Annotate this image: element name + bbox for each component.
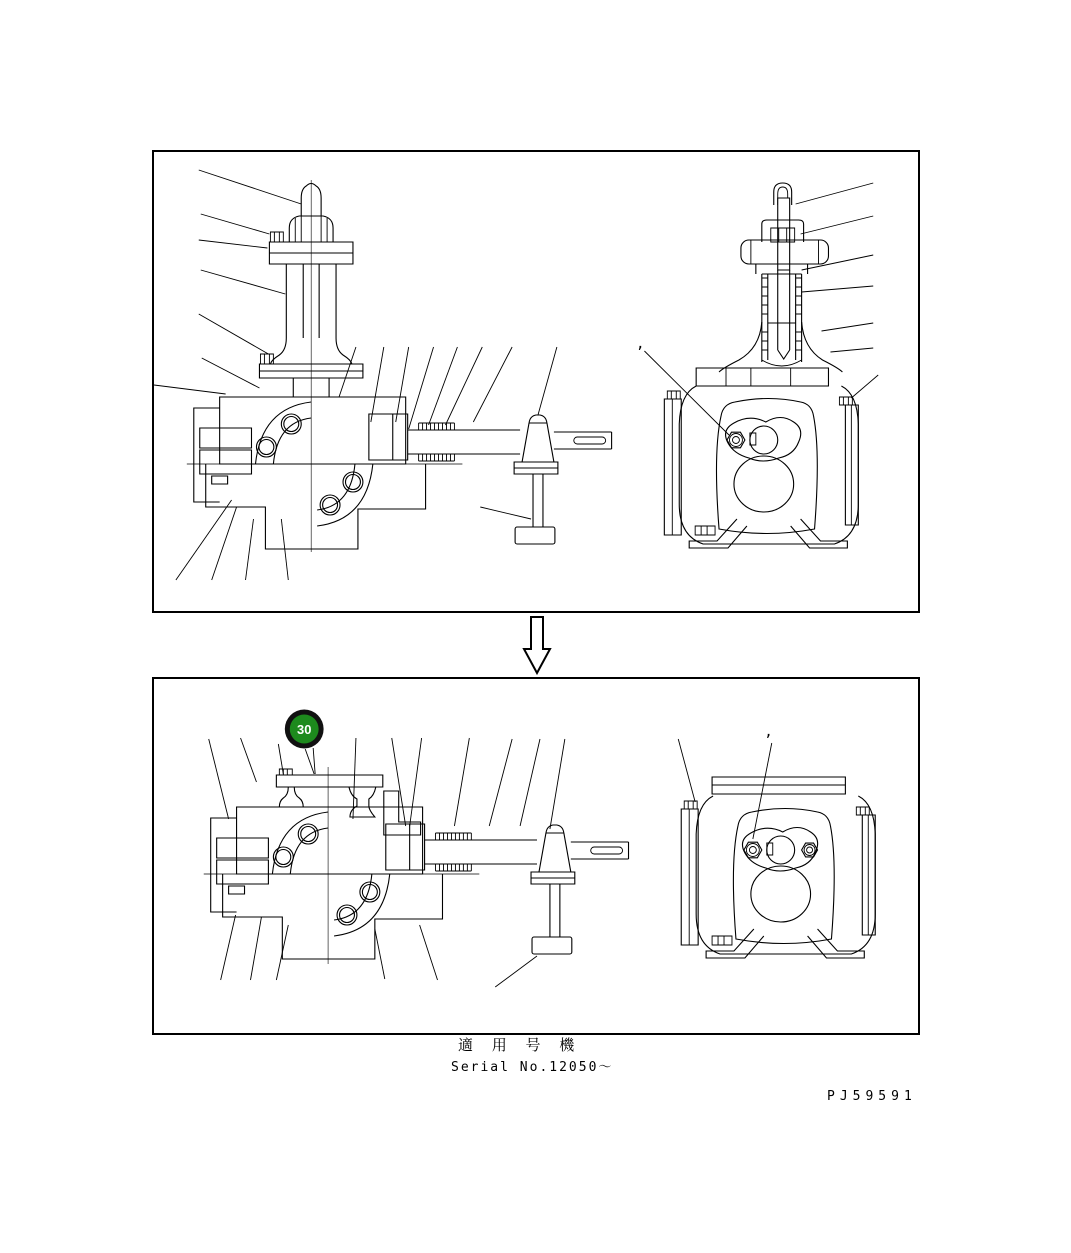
pump-body-side-view [204, 807, 629, 959]
tappet-leader-line [495, 956, 537, 987]
applicable-model-caption: 適 用 号 機 [458, 1036, 582, 1054]
leader-lines-top-fan [209, 738, 565, 829]
upper-diagram-panel [152, 150, 920, 613]
delivery-valve-assembly [696, 183, 842, 386]
comma-mark: , [637, 331, 643, 353]
serial-number-caption: Serial No.12050～ [451, 1060, 614, 1075]
leader-lines-top-fan [339, 347, 557, 429]
lower-diagram-panel [152, 677, 920, 1035]
pump-side-section-view [154, 170, 612, 580]
pump-front-section-view [637, 183, 878, 548]
leader-lines-bottom [221, 915, 438, 980]
document-number: PJ59591 [827, 1089, 917, 1104]
pump-body-front-view [681, 796, 875, 958]
plunger-assembly [259, 180, 362, 552]
balloon-number: 30 [297, 721, 312, 738]
right-mounting-nut [802, 843, 818, 857]
leader-lines-right-fan [796, 183, 879, 398]
lower-panel-drawing [154, 679, 918, 1033]
comma-mark: , [765, 719, 772, 741]
top-cover-plate [712, 777, 845, 794]
pump-body-front-view [664, 386, 858, 548]
step-down-arrow [515, 613, 559, 679]
down-arrow-icon [524, 617, 550, 673]
pump-front-view-assembled [678, 720, 875, 958]
cover-plate [276, 767, 420, 964]
balloon-leader-line [305, 749, 314, 774]
tappet-leader-line [480, 507, 531, 519]
nut-leader-line [753, 743, 772, 839]
upper-panel-drawing [154, 152, 918, 611]
flange-bolt-leader-line [678, 739, 695, 802]
pump-body-side-view [187, 397, 612, 549]
part-balloon-30[interactable] [285, 710, 324, 775]
nut-leader-line [644, 351, 729, 435]
leader-lines-left [154, 170, 301, 394]
leader-lines-bottom [176, 500, 288, 580]
pump-side-section-view-assembled [204, 710, 629, 988]
